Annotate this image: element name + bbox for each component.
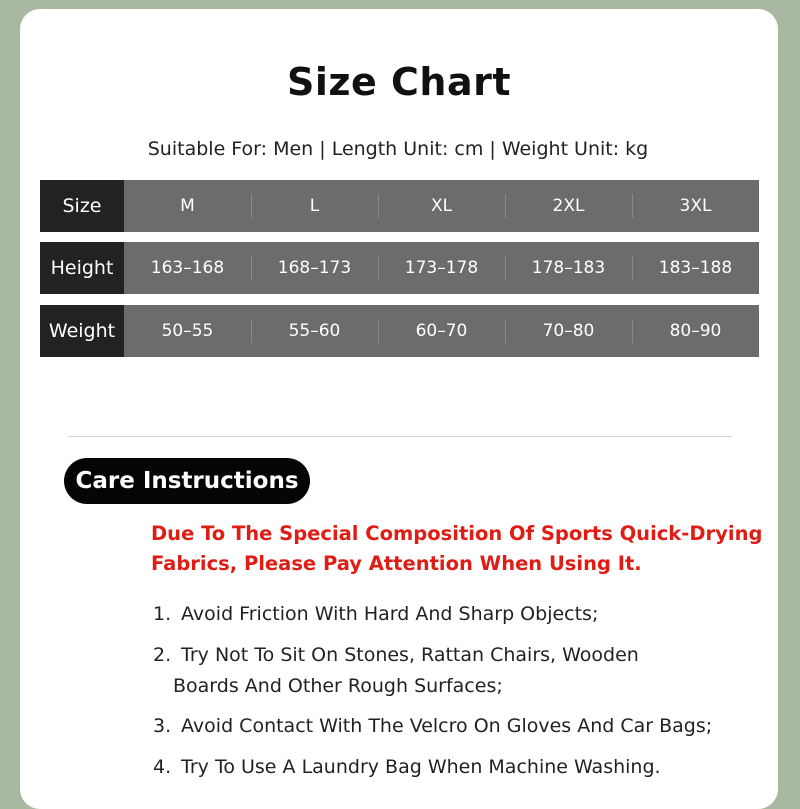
height-row-label: Height <box>40 242 124 294</box>
care-item-text-continued: Boards And Other Rough Surfaces; <box>173 675 503 697</box>
care-item <box>153 752 763 783</box>
weight-cell: 70–80 <box>505 305 632 357</box>
height-cell: 183–188 <box>632 242 759 294</box>
weight-cell: 50–55 <box>161 321 214 341</box>
size-cell: 2XL <box>505 180 632 232</box>
size-row-label: Size <box>40 180 124 232</box>
height-cell: 178–183 <box>505 242 632 294</box>
subtitle: Suitable For: Men | Length Unit: cm | Weight Unit: kg <box>147 138 649 160</box>
care-item-number: 4. <box>153 756 172 778</box>
height-row <box>40 242 759 294</box>
care-item-number: 3. <box>153 715 172 737</box>
size-cell: M <box>180 196 195 216</box>
weight-cell: 55–60 <box>251 305 378 357</box>
care-warning-line: Fabrics, Please Pay Attention When Using It. <box>151 552 642 575</box>
height-cell: 168–173 <box>251 242 378 294</box>
weight-cell: 60–70 <box>378 305 505 357</box>
care-warning-line: Due To The Special Composition Of Sports Quick-Drying <box>151 522 763 545</box>
height-cell: 163–168 <box>150 258 225 278</box>
weight-row-label: Weight <box>40 305 124 357</box>
care-item-text: Avoid Contact With The Velcro On Gloves And Car Bags; <box>181 715 713 737</box>
care-item-text: Avoid Friction With Hard And Sharp Objects; <box>181 603 599 625</box>
weight-cell: 80–90 <box>632 305 759 357</box>
care-item-number: 1. <box>153 603 172 625</box>
care-item-text: Try To Use A Laundry Bag When Machine Washing. <box>181 756 661 778</box>
weight-row <box>40 305 759 357</box>
size-cell: L <box>251 180 378 232</box>
section-divider <box>67 436 732 437</box>
care-item-number: 2. <box>153 644 172 666</box>
care-warning <box>151 519 771 579</box>
care-item <box>153 599 763 630</box>
care-item <box>153 640 763 702</box>
height-cell: 173–178 <box>378 242 505 294</box>
care-item-text: Try Not To Sit On Stones, Rattan Chairs, Wooden <box>181 644 639 666</box>
care-item <box>153 711 763 742</box>
size-cell: XL <box>378 180 505 232</box>
care-instructions-heading: Care Instructions <box>64 458 310 504</box>
page-title: Size Chart <box>286 60 511 104</box>
size-cell: 3XL <box>632 180 759 232</box>
size-row <box>40 180 759 232</box>
